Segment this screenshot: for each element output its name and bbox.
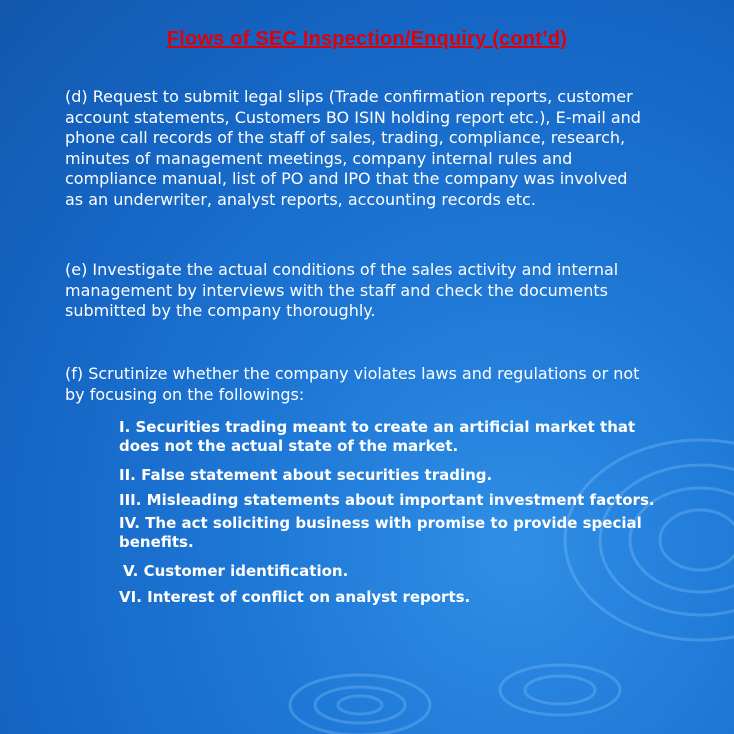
slide-title: Flows of SEC Inspection/Enquiry (cont’d) bbox=[166, 28, 568, 50]
list-item-v: V. Customer identification. bbox=[123, 562, 349, 580]
paragraph-f: (f) Scrutinize whether the company violates laws and regulations or not by focusing on the followings: bbox=[65, 364, 640, 404]
paragraph-d: (d) Request to submit legal slips (Trade confirmation reports, customer account statements, Customers BO ISIN holding report etc.), E-mail and phone call records of the staff of sales, trading, compliance, research, minutes of management meetings, company internal rules and compliance manual, list of PO and IPO that the company was involved as an underwriter, analyst reports, accounting records etc. bbox=[65, 87, 641, 209]
list-item-ii: II. False statement about securities trading. bbox=[119, 466, 493, 484]
list-item-vi: VI. Interest of conflict on analyst reports. bbox=[119, 588, 471, 606]
paragraph-e: (e) Investigate the actual conditions of the sales activity and internal management by interviews with the staff and check the documents submitted by the company thoroughly. bbox=[65, 260, 619, 320]
list-item-i: I. Securities trading meant to create an artificial market that does not the actual state of the market. bbox=[119, 418, 636, 455]
list-item-iii: III. Misleading statements about important investment factors. bbox=[119, 491, 655, 509]
list-item-iv: IV. The act soliciting business with promise to provide special benefits. bbox=[119, 514, 642, 551]
